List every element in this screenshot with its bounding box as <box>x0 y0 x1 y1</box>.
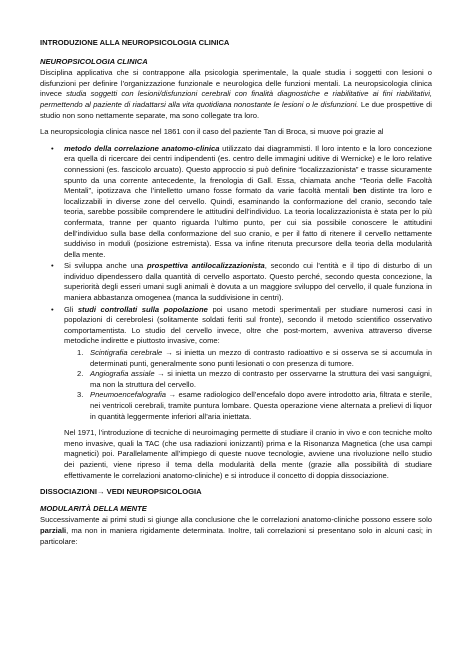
paragraph-modularity <box>40 515 432 547</box>
list-item-anatomo-clinica <box>64 144 432 261</box>
list-item-method <box>77 390 432 422</box>
list-number: 2. <box>77 369 84 379</box>
paragraph-origin: La neuropsicologia clinica nasce nel 1861 con il caso del paziente Tan di Broca, si muove poi grazie al <box>40 127 384 137</box>
method-text: si inietta un mezzo di contrasto radioattivo e si osserva se si accumula in determinati punti, generalmente sono punti lesionati o con presenza di tumore. <box>90 348 432 368</box>
method-text: esame radiologico dell’encefalo dopo avere introdotto aria, filtrata e sterile, nei ventricoli cerebrali, tramite puntura lombare. Questa operazione viene alternata a prelievi di liquor in quantità leggermente inferiori all’aria iniettata. <box>90 390 432 421</box>
list-item-text: Si sviluppa anche una <box>64 261 148 271</box>
method-name: Pneumoencefalografia <box>90 390 166 400</box>
section-heading-dissociazioni <box>40 487 432 498</box>
paragraph-neuroimaging: Nel 1971, l’introduzione di tecniche di neuroimaging permette di studiare il cranio in vivo e con tecniche molto meno invasive, quali la TAC (che usa radiazioni ionizzanti) prima e la Risonanza Magnetica (che usa campi magnetici) poi. Parallelamente all’impiego di queste nuove tecnologie, avviene una rivoluzione nello studio dei pazienti, viene ripreso il tema della modularità della mente (grazie alla possibilità di studiare effettivamente le correlazioni anatomo-cliniche) e si introduce il concetto di doppia dissociazione. <box>64 428 432 480</box>
list-item-antilocalizzazionista <box>64 261 432 303</box>
list-number: 1. <box>77 348 84 358</box>
list-item-text: Gli <box>64 304 78 314</box>
list-item-method <box>77 369 432 390</box>
list-item-text: distinte tra loro e localizzabili in diverse zone del cervello. Quindi, esaminando la conformazione del cranio, secondo tale teoria, sarebbe possibile comprendere le attitudini dell’individuo. La teoria localizzazionista è stata per lo più confermata, tranne per quanto riguarda l’ultimo punto, per cui sia possibile conoscere le attitudini dell’individuo sulla base della conformazione del suo cranio, e per il fatto di ritenere il cervello nettamente suddiviso in moduli (posizione estremista). Essa va infine ritenuta precursore della teoria della modularità della mente. <box>64 186 432 259</box>
heading-text: VEDI NEUROPSICOLOGIA <box>104 487 202 497</box>
arrow-icon: → <box>157 369 165 379</box>
paragraph-text: Successivamente ai primi studi si giunge alla conclusione che le correlazioni anatomo-cliniche possono essere solo <box>40 515 432 525</box>
list-item-text: poi usano metodi sperimentali per studiare numerosi casi in popolazioni di cerebrolesi (solitamente soldati feriti sul fronte), secondo il metodo scientifico osservativo comportamentista. Lo studio del cervello invece, oltre che post-mortem, avveniva attraverso diverse metodiche indirette e piuttosto invasive, come: <box>64 304 432 346</box>
list-item-text: , secondo cui l’entità e il tipo di disturbo di un individuo dipendessero dalla quantità di cervello asportato. Questo perché, secondo questa concezione, la superiorità degli esseri umani sugli animali è dovuta a un maggiore sviluppo del cervello, il quale funziona in maniera abbastanza omogenea (manca la suddivisione in centri). <box>64 261 433 303</box>
section-heading-modularita: MODULARITÀ DELLA MENTE <box>40 503 147 513</box>
list-item-text: utilizzato dai diagrammisti. Il loro intento e la loro concezione era quella di ricercare dei centri indipendenti (es. centro delle immagini uditive di Wernicke) e le loro relative connessioni (es. fascicolo arcuato). Questo approccio si può definire “localizzazionista” e trasse sicuramente spunto da una corrente antecedente, la frenologia di Gall. Essa, chiamata anche “Teoria delle Facoltà Mentali”, ipotizzava che l’intelletto umano fosse formato da varie facoltà mentali <box>64 143 432 196</box>
method-text: si inietta un mezzo di contrasto per osservarne la struttura dei vasi sanguigni, ma non la struttura del cervello. <box>90 369 432 389</box>
method-name: Angiografia assiale <box>90 369 155 379</box>
paragraph-text: Disciplina applicativa che si contrappone alla psicologia sperimentale, la quale studia i soggetti con lesioni o disfunzioni per definire l’organizzazione funzionale e neurologica delle funzioni mentali. La neuropsicologia clinica invece <box>40 68 432 99</box>
section-heading-neuropsicologia-clinica: NEUROPSICOLOGIA CLINICA <box>40 56 148 66</box>
document-title: INTRODUZIONE ALLA NEUROPSICOLOGIA CLINICA <box>40 38 230 47</box>
arrow-icon: → <box>168 390 177 400</box>
list-item-method <box>77 348 432 369</box>
arrow-icon: → <box>165 348 173 358</box>
paragraph-text: , ma non in maniera rigidamente determinata. Inoltre, tali correlazioni si presentano solo in alcuni casi; in particolare: <box>40 525 432 546</box>
paragraph-italic-text: studia soggetti con lesioni/disfunzioni cerebrali con finalità diagnostiche e riabilitative ai fini riabilitativi, permettendo al paziente di riadattarsi alla vita quotidiana nonostante le lesioni o le disfunzioni. <box>40 89 433 109</box>
paragraph-text: Le due prospettive di studio non sono nettamente separate, ma sono collegate tra loro. <box>40 99 432 120</box>
list-item-studi-controllati <box>64 305 432 423</box>
list-item-lead: prospettiva antilocalizzazionista <box>147 261 265 271</box>
approach-list <box>40 144 432 422</box>
method-list <box>64 348 432 422</box>
paragraph-definition <box>40 68 432 121</box>
list-item-lead: studi controllati sulla popolazione <box>77 304 208 314</box>
heading-text: DISSOCIAZIONI <box>40 487 97 497</box>
method-name: Scintigrafia cerebrale <box>90 348 163 358</box>
bold-word: parziali <box>40 525 67 535</box>
arrow-icon: → <box>96 487 105 497</box>
list-item-lead: metodo della correlazione anatomo-clinica <box>64 143 220 153</box>
list-number: 3. <box>77 390 84 400</box>
bold-word: ben <box>352 186 367 196</box>
